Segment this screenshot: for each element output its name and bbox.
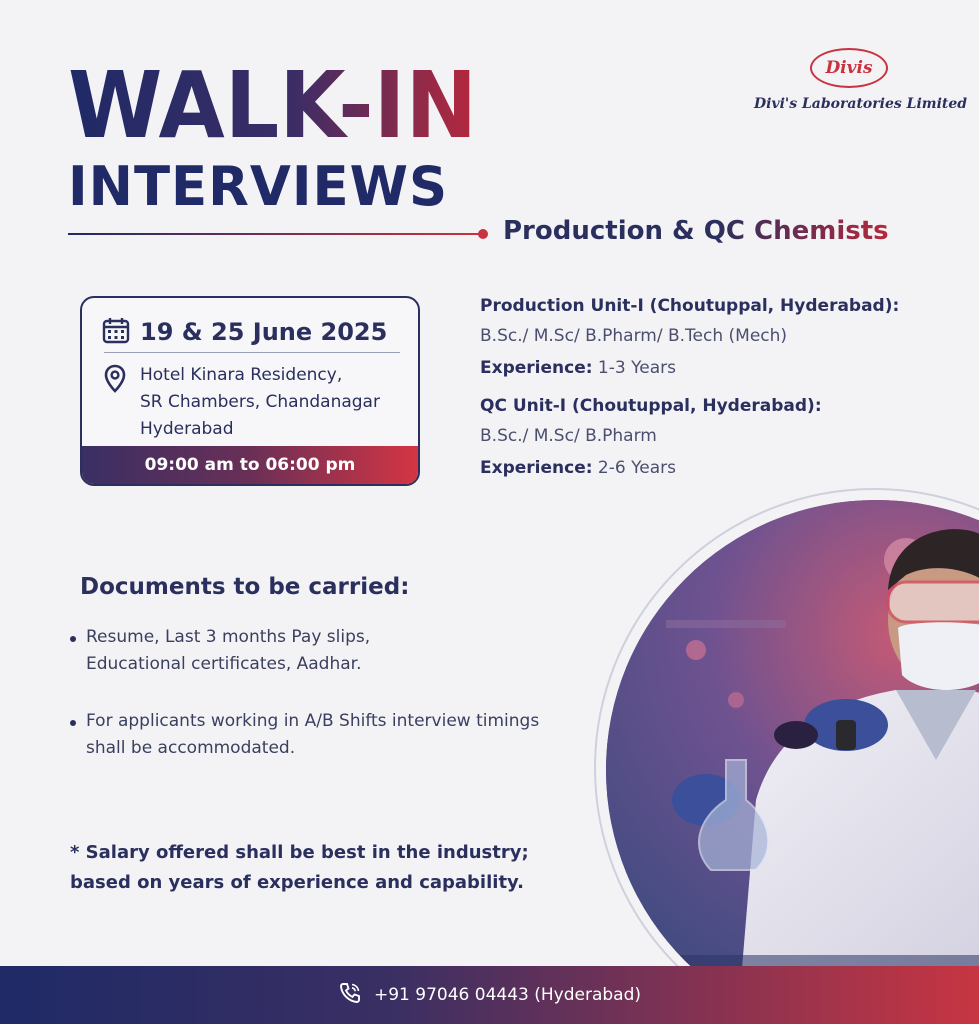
bullet-icon — [70, 636, 76, 642]
position-qc — [480, 392, 960, 484]
company-name: Divi's Laboratories Limited — [754, 96, 968, 112]
experience-value: 2-6 Years — [592, 458, 676, 478]
event-date: 19 & 25 June 2025 — [140, 318, 388, 346]
title-divider — [68, 233, 480, 235]
date-row — [102, 316, 387, 348]
divider-dot — [478, 229, 488, 239]
positions-list — [480, 292, 960, 484]
contact-footer — [0, 966, 979, 1024]
position-heading: Production Unit-I (Choutuppal, Hyderabad): — [480, 296, 900, 316]
position-production — [480, 292, 960, 384]
company-logo — [810, 48, 888, 88]
bullet-icon — [70, 720, 76, 726]
position-heading: QC Unit-I (Choutuppal, Hyderabad): — [480, 396, 822, 416]
experience-label: Experience: — [480, 358, 593, 378]
document-item-text: For applicants working in A/B Shifts interview timings shall be accommodated. — [86, 711, 540, 758]
list-item — [70, 624, 570, 678]
experience-value: 1-3 Years — [592, 358, 676, 378]
venue-row — [104, 362, 380, 443]
location-pin-icon — [104, 362, 126, 443]
position-experience — [480, 352, 960, 384]
calendar-icon — [102, 316, 130, 348]
venue-line: Hyderabad — [140, 419, 234, 439]
job-roles-subtitle: Production & QC Chemists — [503, 216, 889, 246]
position-qualification: B.Sc./ M.Sc/ B.Pharm/ B.Tech (Mech) — [480, 326, 788, 346]
salary-note: * Salary offered shall be best in the industry; based on years of experience and capability. — [70, 842, 529, 893]
venue-line: Hotel Kinara Residency, — [140, 365, 343, 385]
venue-line: SR Chambers, Chandanagar — [140, 392, 380, 412]
title-interviews: INTERVIEWS — [68, 155, 449, 218]
phone-icon — [338, 981, 362, 1009]
list-item — [70, 708, 570, 762]
documents-title: Documents to be carried: — [80, 574, 410, 600]
position-qualification: B.Sc./ M.Sc/ B.Pharm — [480, 426, 657, 446]
document-item-text: Resume, Last 3 months Pay slips, Educational certificates, Aadhar. — [86, 627, 371, 674]
lab-chemist-photo — [606, 500, 979, 1024]
event-time: 09:00 am to 06:00 pm — [82, 446, 418, 484]
logo-mark-text: Divis — [825, 58, 873, 78]
title-walk-in: WALK-IN — [68, 52, 478, 159]
experience-label: Experience: — [480, 458, 593, 478]
event-details-card — [80, 296, 420, 486]
venue-address — [140, 362, 380, 443]
date-divider — [104, 352, 400, 353]
position-experience — [480, 452, 960, 484]
phone-number-link[interactable]: +91 97046 04443 (Hyderabad) — [373, 985, 641, 1005]
